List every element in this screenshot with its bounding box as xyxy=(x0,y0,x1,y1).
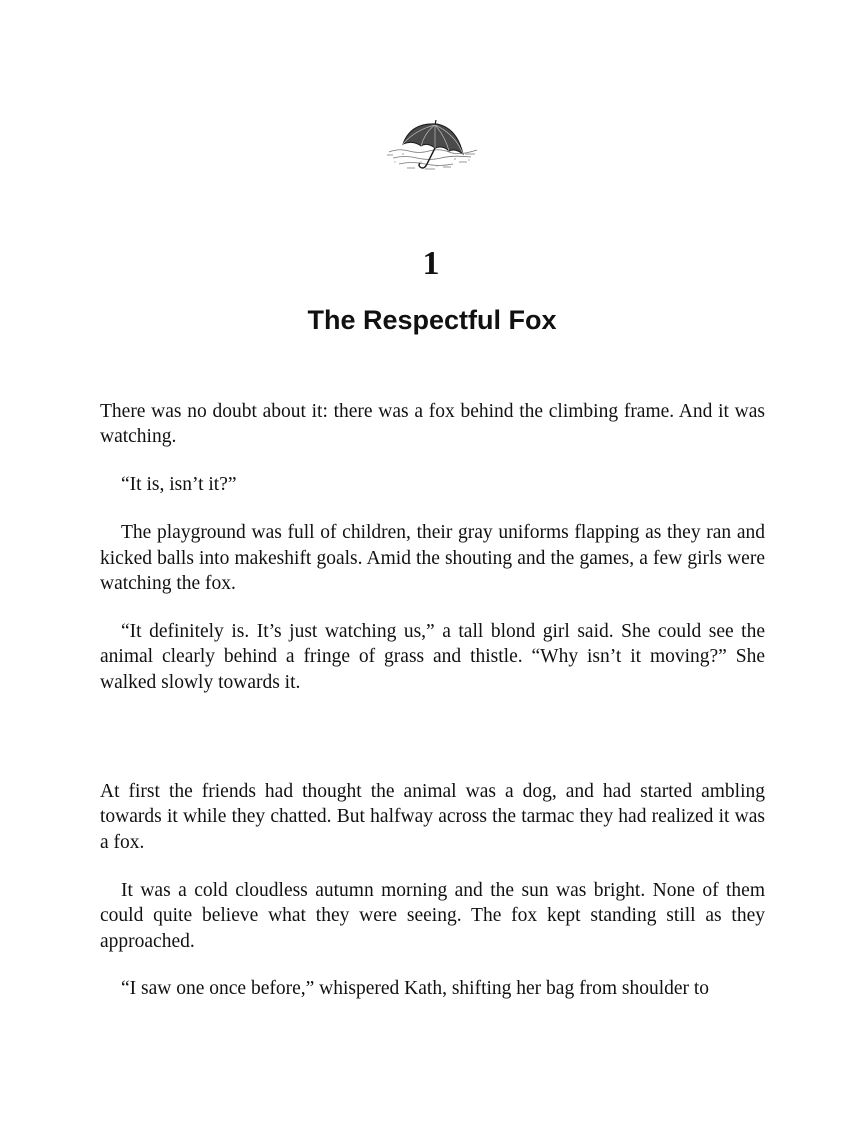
chapter-number xyxy=(0,244,864,284)
paragraph: There was no doubt about it: there was a fox behind the climbing frame. And it was watching. xyxy=(100,401,765,448)
paragraph: “It definitely is. It’s just watching us,” a tall blond girl said. She could see the animal clearly behind a fringe of grass and thistle. “Why isn’t it moving?” She walked slowly towards it. xyxy=(100,620,765,693)
text-section-2 xyxy=(100,779,765,1024)
paragraph: At first the friends had thought the animal was a dog, and had started ambling towards it while they chatted. But halfway across the tarmac they had realized it was a fox. xyxy=(100,781,765,853)
umbrella-icon xyxy=(385,118,481,174)
text-section-1 xyxy=(100,399,765,718)
chapter-number-text: 1 xyxy=(422,245,440,282)
paragraph: “I saw one once before,” whispered Kath, shifting her bag from shoulder to xyxy=(121,978,710,1000)
chapter-title: The Respectful Fox xyxy=(307,305,557,335)
paragraph: It was a cold cloudless autumn morning and the sun was bright. None of them could quite believe what they were seeing. The fox kept standing still as they approached. xyxy=(100,879,765,952)
paragraph: The playground was full of children, their gray uniforms flapping as they ran and kicked balls into makeshift goals. Amid the shouting and the games, a few girls were watching the fox. xyxy=(100,522,765,595)
paragraph: “It is, isn’t it?” xyxy=(121,474,237,496)
